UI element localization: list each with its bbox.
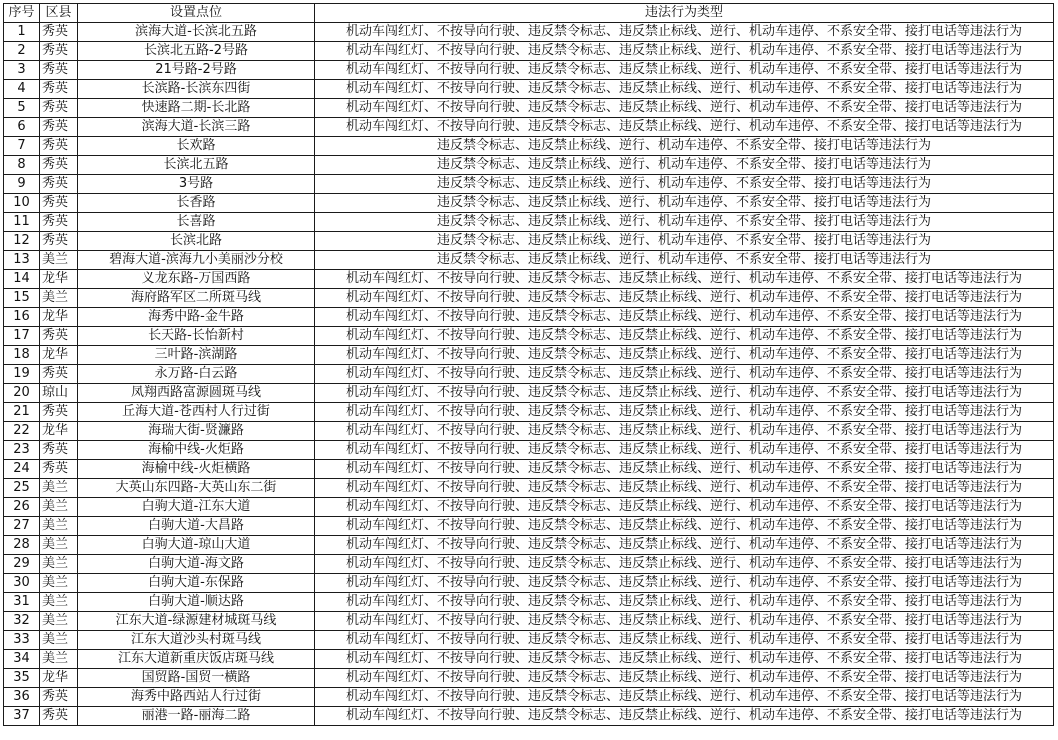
header-serial-number: 序号 (4, 4, 40, 23)
location-cell: 义龙东路-万国西路 (78, 270, 315, 289)
location-cell: 白驹大道-海文路 (78, 555, 315, 574)
location-cell: 长滨北五路-2号路 (78, 42, 315, 61)
serial-number-cell: 34 (4, 650, 40, 669)
location-cell: 丽港一路-丽海二路 (78, 707, 315, 726)
district-cell: 秀英 (40, 707, 78, 726)
location-cell: 海秀中路西站人行过街 (78, 688, 315, 707)
serial-number-cell: 15 (4, 289, 40, 308)
location-cell: 长喜路 (78, 213, 315, 232)
violation-types-cell: 违反禁令标志、违反禁止标线、逆行、机动车违停、不系安全带、接打电话等违法行为 (315, 156, 1054, 175)
district-cell: 秀英 (40, 80, 78, 99)
table-row (4, 384, 1054, 403)
table-row (4, 99, 1054, 118)
location-cell: 白驹大道-东保路 (78, 574, 315, 593)
district-cell: 秀英 (40, 441, 78, 460)
table-row (4, 650, 1054, 669)
serial-number-cell: 9 (4, 175, 40, 194)
serial-number-cell: 7 (4, 137, 40, 156)
district-cell: 秀英 (40, 194, 78, 213)
table-row (4, 327, 1054, 346)
table-row (4, 213, 1054, 232)
serial-number-cell: 26 (4, 498, 40, 517)
violation-types-cell: 机动车闯红灯、不按导向行驶、违反禁令标志、违反禁止标线、逆行、机动车违停、不系安全带、接打电话等违法行为 (315, 403, 1054, 422)
violation-types-cell: 违反禁令标志、违反禁止标线、逆行、机动车违停、不系安全带、接打电话等违法行为 (315, 175, 1054, 194)
serial-number-cell: 8 (4, 156, 40, 175)
serial-number-cell: 37 (4, 707, 40, 726)
violation-types-cell: 机动车闯红灯、不按导向行驶、违反禁令标志、违反禁止标线、逆行、机动车违停、不系安全带、接打电话等违法行为 (315, 650, 1054, 669)
table-row (4, 232, 1054, 251)
location-cell: 长滨北五路 (78, 156, 315, 175)
district-cell: 美兰 (40, 517, 78, 536)
table-row (4, 251, 1054, 270)
violation-types-cell: 机动车闯红灯、不按导向行驶、违反禁令标志、违反禁止标线、逆行、机动车违停、不系安全带、接打电话等违法行为 (315, 42, 1054, 61)
violation-types-cell: 机动车闯红灯、不按导向行驶、违反禁令标志、违反禁止标线、逆行、机动车违停、不系安全带、接打电话等违法行为 (315, 61, 1054, 80)
table-row (4, 441, 1054, 460)
violation-types-cell: 机动车闯红灯、不按导向行驶、违反禁令标志、违反禁止标线、逆行、机动车违停、不系安全带、接打电话等违法行为 (315, 593, 1054, 612)
serial-number-cell: 18 (4, 346, 40, 365)
district-cell: 龙华 (40, 346, 78, 365)
table-row (4, 118, 1054, 137)
district-cell: 秀英 (40, 42, 78, 61)
location-cell: 三叶路-滨湖路 (78, 346, 315, 365)
district-cell: 美兰 (40, 631, 78, 650)
location-cell: 长天路-长怡新村 (78, 327, 315, 346)
district-cell: 美兰 (40, 650, 78, 669)
district-cell: 秀英 (40, 688, 78, 707)
table-row (4, 536, 1054, 555)
district-cell: 秀英 (40, 99, 78, 118)
district-cell: 美兰 (40, 251, 78, 270)
violation-types-cell: 违反禁令标志、违反禁止标线、逆行、机动车违停、不系安全带、接打电话等违法行为 (315, 213, 1054, 232)
serial-number-cell: 5 (4, 99, 40, 118)
location-cell: 快速路二期-长北路 (78, 99, 315, 118)
violation-types-cell: 违反禁令标志、违反禁止标线、逆行、机动车违停、不系安全带、接打电话等违法行为 (315, 232, 1054, 251)
violation-types-cell: 机动车闯红灯、不按导向行驶、违反禁令标志、违反禁止标线、逆行、机动车违停、不系安全带、接打电话等违法行为 (315, 80, 1054, 99)
violation-types-cell: 机动车闯红灯、不按导向行驶、违反禁令标志、违反禁止标线、逆行、机动车违停、不系安全带、接打电话等违法行为 (315, 327, 1054, 346)
table-row (4, 80, 1054, 99)
serial-number-cell: 36 (4, 688, 40, 707)
header-violation-types: 违法行为类型 (315, 4, 1054, 23)
serial-number-cell: 28 (4, 536, 40, 555)
district-cell: 秀英 (40, 61, 78, 80)
table-row (4, 422, 1054, 441)
district-cell: 秀英 (40, 460, 78, 479)
violation-types-cell: 机动车闯红灯、不按导向行驶、违反禁令标志、违反禁止标线、逆行、机动车违停、不系安全带、接打电话等违法行为 (315, 612, 1054, 631)
district-cell: 秀英 (40, 118, 78, 137)
serial-number-cell: 1 (4, 23, 40, 42)
serial-number-cell: 10 (4, 194, 40, 213)
violation-types-cell: 机动车闯红灯、不按导向行驶、违反禁令标志、违反禁止标线、逆行、机动车违停、不系安全带、接打电话等违法行为 (315, 270, 1054, 289)
district-cell: 美兰 (40, 289, 78, 308)
enforcement-points-table (3, 3, 1054, 726)
location-cell: 长滨北路 (78, 232, 315, 251)
table-row (4, 346, 1054, 365)
location-cell: 碧海大道-滨海九小美丽沙分校 (78, 251, 315, 270)
violation-types-cell: 机动车闯红灯、不按导向行驶、违反禁令标志、违反禁止标线、逆行、机动车违停、不系安全带、接打电话等违法行为 (315, 479, 1054, 498)
violation-types-cell: 机动车闯红灯、不按导向行驶、违反禁令标志、违反禁止标线、逆行、机动车违停、不系安全带、接打电话等违法行为 (315, 441, 1054, 460)
serial-number-cell: 16 (4, 308, 40, 327)
serial-number-cell: 35 (4, 669, 40, 688)
district-cell: 龙华 (40, 270, 78, 289)
location-cell: 永万路-白云路 (78, 365, 315, 384)
serial-number-cell: 21 (4, 403, 40, 422)
table-row (4, 631, 1054, 650)
serial-number-cell: 6 (4, 118, 40, 137)
serial-number-cell: 31 (4, 593, 40, 612)
district-cell: 美兰 (40, 574, 78, 593)
table-row (4, 612, 1054, 631)
violation-types-cell: 机动车闯红灯、不按导向行驶、违反禁令标志、违反禁止标线、逆行、机动车违停、不系安全带、接打电话等违法行为 (315, 555, 1054, 574)
table-row (4, 593, 1054, 612)
violation-types-cell: 机动车闯红灯、不按导向行驶、违反禁令标志、违反禁止标线、逆行、机动车违停、不系安全带、接打电话等违法行为 (315, 517, 1054, 536)
serial-number-cell: 3 (4, 61, 40, 80)
table-body (4, 23, 1054, 726)
violation-types-cell: 机动车闯红灯、不按导向行驶、违反禁令标志、违反禁止标线、逆行、机动车违停、不系安全带、接打电话等违法行为 (315, 669, 1054, 688)
serial-number-cell: 11 (4, 213, 40, 232)
district-cell: 美兰 (40, 479, 78, 498)
serial-number-cell: 13 (4, 251, 40, 270)
violation-types-cell: 机动车闯红灯、不按导向行驶、违反禁令标志、违反禁止标线、逆行、机动车违停、不系安全带、接打电话等违法行为 (315, 688, 1054, 707)
location-cell: 海榆中线-火炬横路 (78, 460, 315, 479)
violation-types-cell: 机动车闯红灯、不按导向行驶、违反禁令标志、违反禁止标线、逆行、机动车违停、不系安全带、接打电话等违法行为 (315, 536, 1054, 555)
violation-types-cell: 机动车闯红灯、不按导向行驶、违反禁令标志、违反禁止标线、逆行、机动车违停、不系安全带、接打电话等违法行为 (315, 574, 1054, 593)
violation-types-cell: 机动车闯红灯、不按导向行驶、违反禁令标志、违反禁止标线、逆行、机动车违停、不系安全带、接打电话等违法行为 (315, 99, 1054, 118)
district-cell: 美兰 (40, 612, 78, 631)
table-row (4, 308, 1054, 327)
location-cell: 长欢路 (78, 137, 315, 156)
violation-types-cell: 机动车闯红灯、不按导向行驶、违反禁令标志、违反禁止标线、逆行、机动车违停、不系安全带、接打电话等违法行为 (315, 422, 1054, 441)
location-cell: 海瑞大街-贤濂路 (78, 422, 315, 441)
table-row (4, 61, 1054, 80)
violation-types-cell: 违反禁令标志、违反禁止标线、逆行、机动车违停、不系安全带、接打电话等违法行为 (315, 251, 1054, 270)
district-cell: 秀英 (40, 213, 78, 232)
table-row (4, 175, 1054, 194)
location-cell: 长滨路-长滨东四街 (78, 80, 315, 99)
location-cell: 白驹大道-大昌路 (78, 517, 315, 536)
table-row (4, 460, 1054, 479)
table-row (4, 42, 1054, 61)
location-cell: 凤翔西路富源圆斑马线 (78, 384, 315, 403)
district-cell: 美兰 (40, 498, 78, 517)
violation-types-cell: 机动车闯红灯、不按导向行驶、违反禁令标志、违反禁止标线、逆行、机动车违停、不系安全带、接打电话等违法行为 (315, 23, 1054, 42)
district-cell: 美兰 (40, 555, 78, 574)
table-row (4, 194, 1054, 213)
violation-types-cell: 机动车闯红灯、不按导向行驶、违反禁令标志、违反禁止标线、逆行、机动车违停、不系安全带、接打电话等违法行为 (315, 365, 1054, 384)
location-cell: 大英山东四路-大英山东二街 (78, 479, 315, 498)
table-row (4, 555, 1054, 574)
serial-number-cell: 32 (4, 612, 40, 631)
location-cell: 白驹大道-顺达路 (78, 593, 315, 612)
location-cell: 江东大道新重庆饭店斑马线 (78, 650, 315, 669)
violation-types-cell: 机动车闯红灯、不按导向行驶、违反禁令标志、违反禁止标线、逆行、机动车违停、不系安全带、接打电话等违法行为 (315, 384, 1054, 403)
serial-number-cell: 23 (4, 441, 40, 460)
table-row (4, 574, 1054, 593)
table-row (4, 23, 1054, 42)
district-cell: 龙华 (40, 669, 78, 688)
serial-number-cell: 14 (4, 270, 40, 289)
table-row (4, 289, 1054, 308)
serial-number-cell: 29 (4, 555, 40, 574)
violation-types-cell: 机动车闯红灯、不按导向行驶、违反禁令标志、违反禁止标线、逆行、机动车违停、不系安全带、接打电话等违法行为 (315, 498, 1054, 517)
table-row (4, 365, 1054, 384)
serial-number-cell: 20 (4, 384, 40, 403)
serial-number-cell: 27 (4, 517, 40, 536)
location-cell: 长香路 (78, 194, 315, 213)
location-cell: 海秀中路-金牛路 (78, 308, 315, 327)
table-row (4, 479, 1054, 498)
violation-types-cell: 机动车闯红灯、不按导向行驶、违反禁令标志、违反禁止标线、逆行、机动车违停、不系安全带、接打电话等违法行为 (315, 346, 1054, 365)
district-cell: 秀英 (40, 23, 78, 42)
location-cell: 国贸路-国贸一横路 (78, 669, 315, 688)
district-cell: 秀英 (40, 137, 78, 156)
table-row (4, 156, 1054, 175)
table-header-row (4, 4, 1054, 23)
violation-types-cell: 机动车闯红灯、不按导向行驶、违反禁令标志、违反禁止标线、逆行、机动车违停、不系安全带、接打电话等违法行为 (315, 631, 1054, 650)
violation-types-cell: 机动车闯红灯、不按导向行驶、违反禁令标志、违反禁止标线、逆行、机动车违停、不系安全带、接打电话等违法行为 (315, 308, 1054, 327)
district-cell: 秀英 (40, 365, 78, 384)
location-cell: 白驹大道-琼山大道 (78, 536, 315, 555)
district-cell: 秀英 (40, 156, 78, 175)
serial-number-cell: 30 (4, 574, 40, 593)
serial-number-cell: 22 (4, 422, 40, 441)
location-cell: 21号路-2号路 (78, 61, 315, 80)
serial-number-cell: 4 (4, 80, 40, 99)
violation-types-cell: 机动车闯红灯、不按导向行驶、违反禁令标志、违反禁止标线、逆行、机动车违停、不系安全带、接打电话等违法行为 (315, 289, 1054, 308)
district-cell: 龙华 (40, 422, 78, 441)
district-cell: 龙华 (40, 308, 78, 327)
header-district: 区县 (40, 4, 78, 23)
table-row (4, 137, 1054, 156)
location-cell: 滨海大道-长滨三路 (78, 118, 315, 137)
location-cell: 3号路 (78, 175, 315, 194)
district-cell: 美兰 (40, 593, 78, 612)
district-cell: 秀英 (40, 403, 78, 422)
violation-types-cell: 机动车闯红灯、不按导向行驶、违反禁令标志、违反禁止标线、逆行、机动车违停、不系安全带、接打电话等违法行为 (315, 707, 1054, 726)
serial-number-cell: 25 (4, 479, 40, 498)
header-location: 设置点位 (78, 4, 315, 23)
table-row (4, 669, 1054, 688)
location-cell: 江东大道沙头村斑马线 (78, 631, 315, 650)
location-cell: 海榆中线-火炬路 (78, 441, 315, 460)
district-cell: 美兰 (40, 536, 78, 555)
table-row (4, 270, 1054, 289)
serial-number-cell: 19 (4, 365, 40, 384)
spreadsheet (3, 3, 1053, 726)
serial-number-cell: 17 (4, 327, 40, 346)
location-cell: 海府路军区二所斑马线 (78, 289, 315, 308)
district-cell: 琼山 (40, 384, 78, 403)
location-cell: 丘海大道-苍西村人行过街 (78, 403, 315, 422)
table-row (4, 688, 1054, 707)
violation-types-cell: 违反禁令标志、违反禁止标线、逆行、机动车违停、不系安全带、接打电话等违法行为 (315, 194, 1054, 213)
serial-number-cell: 2 (4, 42, 40, 61)
location-cell: 江东大道-绿源建材城斑马线 (78, 612, 315, 631)
table-row (4, 517, 1054, 536)
violation-types-cell: 机动车闯红灯、不按导向行驶、违反禁令标志、违反禁止标线、逆行、机动车违停、不系安全带、接打电话等违法行为 (315, 460, 1054, 479)
table-row (4, 403, 1054, 422)
district-cell: 秀英 (40, 175, 78, 194)
violation-types-cell: 违反禁令标志、违反禁止标线、逆行、机动车违停、不系安全带、接打电话等违法行为 (315, 137, 1054, 156)
violation-types-cell: 机动车闯红灯、不按导向行驶、违反禁令标志、违反禁止标线、逆行、机动车违停、不系安全带、接打电话等违法行为 (315, 118, 1054, 137)
serial-number-cell: 12 (4, 232, 40, 251)
location-cell: 白驹大道-江东大道 (78, 498, 315, 517)
serial-number-cell: 24 (4, 460, 40, 479)
table-row (4, 498, 1054, 517)
serial-number-cell: 33 (4, 631, 40, 650)
district-cell: 秀英 (40, 232, 78, 251)
location-cell: 滨海大道-长滨北五路 (78, 23, 315, 42)
district-cell: 秀英 (40, 327, 78, 346)
table-row (4, 707, 1054, 726)
